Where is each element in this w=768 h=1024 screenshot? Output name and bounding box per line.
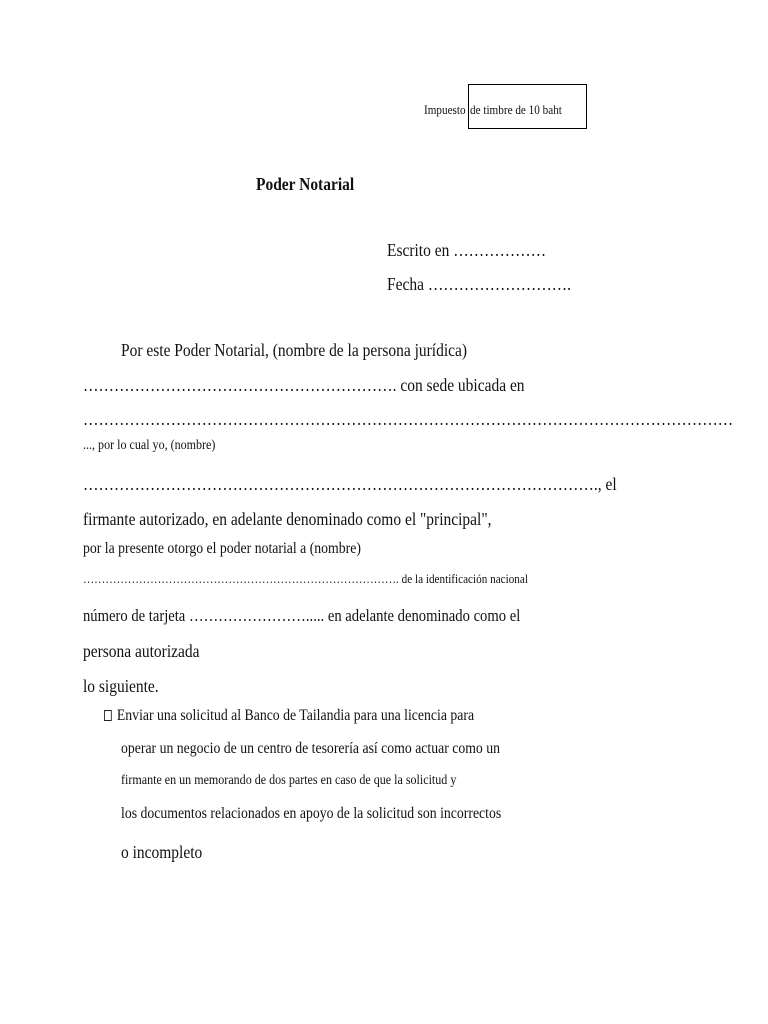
- page-title: Poder Notarial: [256, 174, 355, 194]
- checkbox-icon[interactable]: [104, 710, 112, 721]
- body-line-11: lo siguiente.: [83, 676, 159, 696]
- body-line-7: por la presente otorgo el poder notarial a (nombre): [83, 540, 361, 557]
- body-line-5: ………………………………………………………………………………………., el: [83, 474, 617, 494]
- written-at-line: Escrito en ………………: [387, 240, 547, 260]
- stamp-box-text: de timbre de 10 baht: [470, 102, 562, 117]
- item-line-1: [104, 708, 474, 724]
- body-line-4: ..., por lo cual yo, (nombre): [83, 438, 216, 453]
- body-line-3: ………………………………………………………………………………………………………………: [83, 409, 734, 429]
- item-line-2: operar un negocio de un centro de tesorería así como actuar como un: [121, 740, 501, 757]
- date-line: Fecha ……………………….: [387, 274, 572, 294]
- stamp-label: Impuesto: [424, 102, 466, 117]
- item-line-1-text: Enviar una solicitud al Banco de Tailandia para una licencia para: [116, 707, 475, 724]
- body-line-2: ……………………………………………………. con sede ubicada en: [83, 375, 525, 395]
- body-line-6: firmante autorizado, en adelante denominado como el "principal",: [83, 509, 492, 529]
- body-line-8: …………………………………………………………………………. de la identificación nacional: [83, 571, 528, 586]
- item-line-4: los documentos relacionados en apoyo de la solicitud son incorrectos: [121, 805, 502, 822]
- body-line-1: Por este Poder Notarial, (nombre de la persona jurídica): [121, 340, 468, 360]
- body-line-10: persona autorizada: [83, 641, 200, 661]
- body-line-9: número de tarjeta ……………………..... en adelante denominado como el: [83, 606, 521, 625]
- item-line-5: o incompleto: [121, 842, 203, 862]
- item-line-3: firmante en un memorando de dos partes en caso de que la solicitud y: [121, 773, 457, 788]
